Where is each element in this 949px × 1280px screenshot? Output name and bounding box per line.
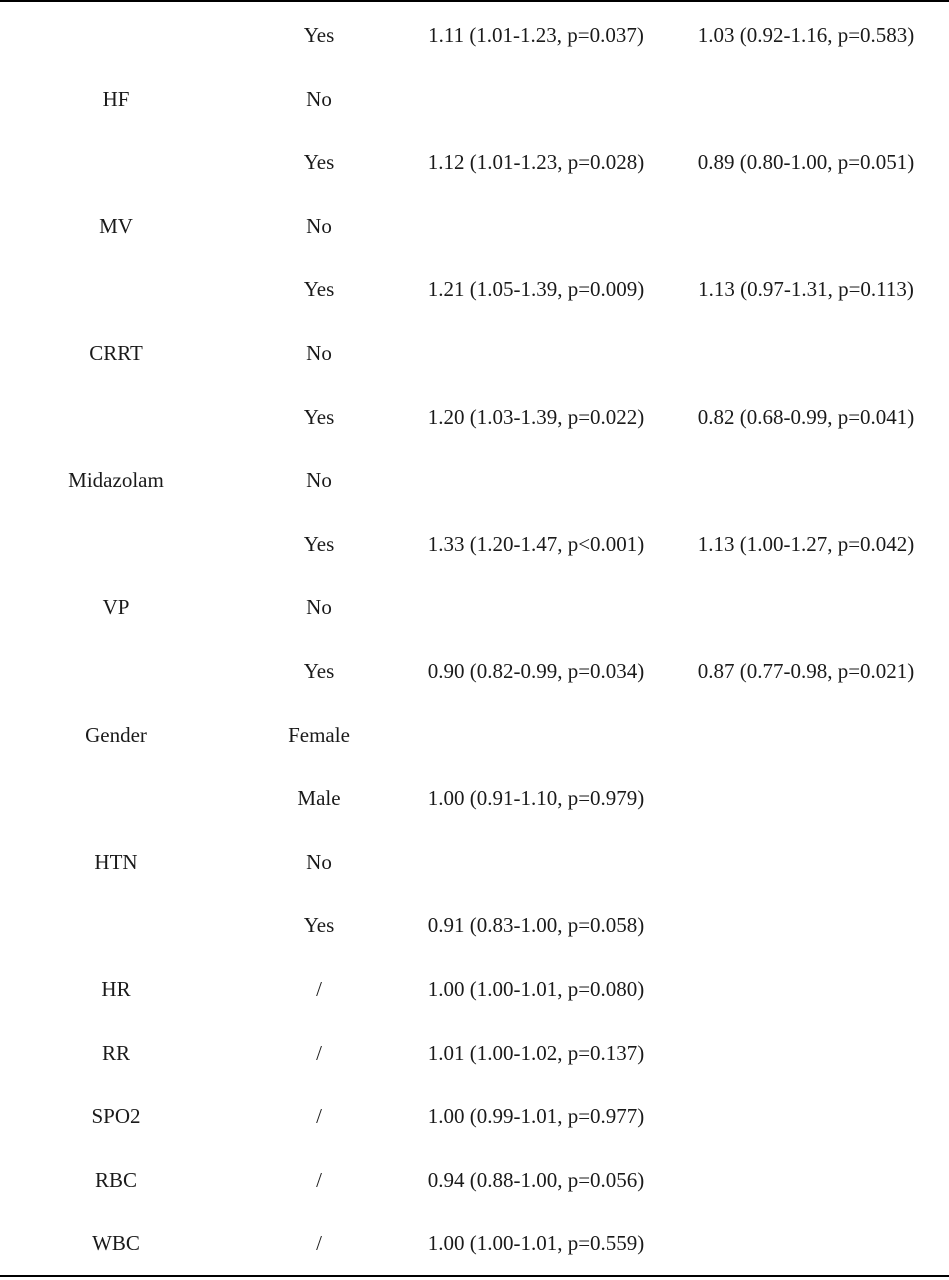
- table-row: [0, 513, 949, 577]
- table-row: [0, 68, 949, 132]
- univariate-cell: 0.91 (0.83-1.00, p=0.058): [427, 913, 645, 938]
- variable-cell: [16, 386, 216, 450]
- level-cell: No: [306, 340, 332, 365]
- univariate-cell: [410, 576, 662, 640]
- table-row: [0, 1212, 949, 1276]
- table-row: [0, 1022, 949, 1086]
- level-cell: Yes: [303, 277, 335, 302]
- variable-cell: HF: [102, 86, 130, 111]
- univariate-cell: [410, 68, 662, 132]
- level-cell: Yes: [303, 913, 335, 938]
- table-row: [0, 767, 949, 831]
- variable-cell: [16, 767, 216, 831]
- table-row: [0, 831, 949, 895]
- table-row: [0, 704, 949, 768]
- table-row: [0, 894, 949, 958]
- univariate-cell: 1.00 (0.91-1.10, p=0.979): [427, 786, 645, 811]
- level-cell: No: [306, 595, 332, 620]
- multivariate-cell: [680, 1149, 932, 1213]
- level-cell: /: [316, 1231, 322, 1256]
- multivariate-cell: 1.13 (1.00-1.27, p=0.042): [697, 531, 915, 556]
- variable-cell: WBC: [92, 1231, 140, 1256]
- table-row: [0, 1085, 949, 1149]
- level-cell: Yes: [303, 531, 335, 556]
- multivariate-cell: [680, 195, 932, 259]
- univariate-cell: 1.33 (1.20-1.47, p<0.001): [427, 531, 645, 556]
- univariate-cell: [410, 704, 662, 768]
- univariate-cell: 1.00 (1.00-1.01, p=0.559): [427, 1231, 645, 1256]
- level-cell: /: [316, 1167, 322, 1192]
- multivariate-cell: [680, 449, 932, 513]
- multivariate-cell: [680, 68, 932, 132]
- level-cell: Yes: [303, 658, 335, 683]
- table-row: [0, 449, 949, 513]
- multivariate-cell: [680, 958, 932, 1022]
- table-row: [0, 258, 949, 322]
- variable-cell: [16, 640, 216, 704]
- multivariate-cell: 0.82 (0.68-0.99, p=0.041): [697, 404, 915, 429]
- variable-cell: HTN: [94, 849, 138, 874]
- table-bottom-rule: [0, 1275, 949, 1277]
- univariate-cell: [410, 449, 662, 513]
- variable-cell: HR: [101, 976, 131, 1001]
- level-cell: No: [306, 213, 332, 238]
- multivariate-cell: [680, 831, 932, 895]
- table-row: [0, 4, 949, 68]
- table-row: [0, 958, 949, 1022]
- variable-cell: Gender: [85, 722, 147, 747]
- univariate-cell: 1.12 (1.01-1.23, p=0.028): [427, 150, 645, 175]
- univariate-cell: 1.01 (1.00-1.02, p=0.137): [427, 1040, 645, 1065]
- regression-table: [0, 4, 949, 1276]
- level-cell: /: [316, 976, 322, 1001]
- variable-cell: [16, 894, 216, 958]
- variable-cell: [16, 4, 216, 68]
- multivariate-cell: 0.87 (0.77-0.98, p=0.021): [697, 658, 915, 683]
- variable-cell: RBC: [94, 1167, 138, 1192]
- table-row: [0, 131, 949, 195]
- level-cell: Female: [288, 722, 350, 747]
- variable-cell: MV: [99, 213, 133, 238]
- variable-cell: [16, 131, 216, 195]
- univariate-cell: 0.94 (0.88-1.00, p=0.056): [427, 1167, 645, 1192]
- level-cell: Yes: [303, 23, 335, 47]
- univariate-cell: 0.90 (0.82-0.99, p=0.034): [427, 658, 645, 683]
- multivariate-cell: [680, 1085, 932, 1149]
- table-top-rule: [0, 0, 949, 2]
- multivariate-cell: [680, 1212, 932, 1276]
- univariate-cell: 1.11 (1.01-1.23, p=0.037): [428, 23, 644, 47]
- variable-cell: [16, 258, 216, 322]
- univariate-cell: [410, 195, 662, 259]
- multivariate-cell: [680, 1022, 932, 1086]
- multivariate-cell: 0.89 (0.80-1.00, p=0.051): [697, 150, 915, 175]
- multivariate-cell: [680, 322, 932, 386]
- level-cell: /: [316, 1104, 322, 1129]
- table-row: [0, 386, 949, 450]
- table-row: [0, 322, 949, 386]
- variable-cell: SPO2: [91, 1104, 141, 1129]
- table-row: [0, 576, 949, 640]
- table-row: [0, 195, 949, 259]
- level-cell: Yes: [303, 404, 335, 429]
- univariate-cell: 1.00 (0.99-1.01, p=0.977): [427, 1104, 645, 1129]
- univariate-cell: 1.20 (1.03-1.39, p=0.022): [427, 404, 645, 429]
- table-row: [0, 640, 949, 704]
- multivariate-cell: [680, 894, 932, 958]
- multivariate-cell: 1.03 (0.92-1.16, p=0.583): [697, 23, 915, 47]
- variable-cell: CRRT: [89, 340, 143, 365]
- variable-cell: [16, 513, 216, 577]
- multivariate-cell: [680, 704, 932, 768]
- variable-cell: RR: [101, 1040, 130, 1065]
- univariate-cell: 1.21 (1.05-1.39, p=0.009): [427, 277, 645, 302]
- level-cell: /: [316, 1040, 322, 1065]
- univariate-cell: [410, 831, 662, 895]
- level-cell: Male: [297, 786, 341, 811]
- level-cell: No: [306, 86, 332, 111]
- univariate-cell: 1.00 (1.00-1.01, p=0.080): [427, 976, 645, 1001]
- variable-cell: VP: [102, 595, 130, 620]
- level-cell: Yes: [303, 150, 335, 175]
- multivariate-cell: 1.13 (0.97-1.31, p=0.113): [698, 277, 914, 302]
- variable-cell: Midazolam: [68, 468, 164, 493]
- multivariate-cell: [680, 767, 932, 831]
- level-cell: No: [306, 468, 332, 493]
- table-row: [0, 1149, 949, 1213]
- level-cell: No: [306, 849, 332, 874]
- univariate-cell: [410, 322, 662, 386]
- multivariate-cell: [680, 576, 932, 640]
